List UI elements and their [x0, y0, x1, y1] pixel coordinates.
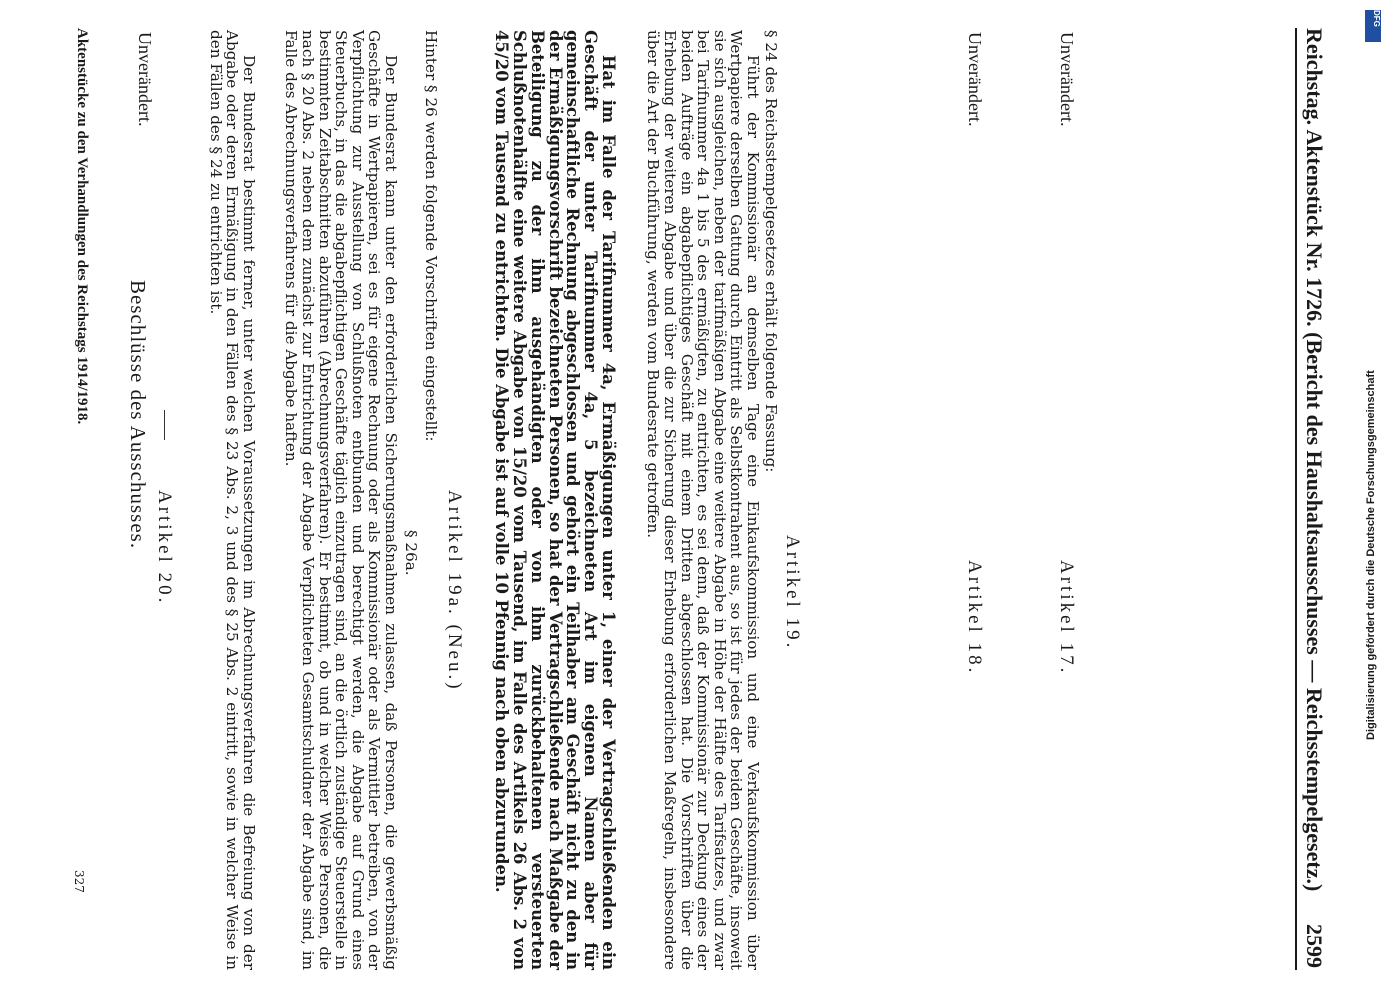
article-19a-paragraph-1: Der Bundesrat kann unter den erforderlichen Sicherungsmaßnahmen zulassen, daß Personen, die gewerbsmäßig Geschäfte in Wertpapieren, sei es für eigene Rechnung oder als Kommissionär oder als Vermittler betreiben, von der Verpflichtung zur Ausstellung von Schlußnoten entbunden und berechtigt werden, die Abgabe auf Grund eines Steuerbuchs, in das die abgabepflichtigen Geschäfte täglich einzutragen sind, an die örtlich zuständige Steuerstelle in bestimmten Zeitabschnitten abzuführen (Abrechnungsverfahren). Er bestimmt, ob und in welcher Weise Personen, die nach § 20 Abs. 2 neben dem zunächst zur Entrichtung der Abgabe Verpflichteten Gesamtschuldner der Abgabe sind, im Falle des Abrechnungsverfahrens für die Abgabe haften.	[282, 30, 400, 970]
article-20-label: Artikel 20.	[154, 490, 175, 606]
header-title: Reichstag. Aktenstück Nr. 1726. (Bericht des Haushaltsausschusses — Reichsstempelgesetz.)	[1302, 28, 1327, 892]
section-title: Beschlüsse des Ausschusses.	[126, 280, 150, 550]
paragraph-26a-label: § 26a.	[402, 530, 420, 576]
page-footer: Aktenstücke zu den Verhandlungen des Reichstags 1914/1918.	[74, 28, 90, 425]
article-17-status: Unverändert.	[1057, 32, 1077, 127]
title-rule	[164, 410, 165, 440]
page-number: 2599	[1302, 924, 1327, 968]
article-19a-intro: Hinter § 26 werden folgende Vorschriften eingestellt:	[422, 30, 440, 442]
page-header	[1295, 28, 1327, 970]
article-19a-paragraph-2: Der Bundesrat bestimmt ferner, unter welchen Voraussetzungen im Abrechnungsverfahren die Befreiung von der Abgabe oder deren Ermäßigung in den Fällen des § 23 Abs. 2, 3 und des § 25 Abs. 2 eintritt, sowie in welcher Weise in den Fällen des § 24 zu entrichten ist.	[206, 30, 258, 970]
article-19-label: Artikel 19.	[782, 535, 803, 651]
article-19-intro: § 24 des Reichsstempelgesetzes erhält folgende Fassung:	[762, 30, 780, 473]
article-18-status: Unverändert.	[965, 32, 985, 127]
dfg-attribution: Digitalisierung gefördert durch die Deutsche Forschungsgemeinschaft	[1365, 370, 1377, 740]
dfg-logo-icon: DFG	[1365, 10, 1381, 42]
article-17-label: Artikel 17.	[1056, 560, 1077, 676]
document-page	[45, 20, 1345, 980]
article-20-status: Unverändert.	[135, 32, 155, 127]
article-19-paragraph-2: Hat im Falle der Tarifnummer 4a, Ermäßigungen unter 1, einer der Vertragschließenden ein Geschäft der unter Tarifnummer 4a, 5 bezeichneten Art im eigenen Namen aber für gemeinschaftliche Rechnung abgeschlossen und gehört ein Teilhaber am Geschäft nicht zu den in der Ermäßigungsvorschrift bezeichneten Personen, so hat der Vertragschließende nach Maßgabe der Beteiligung zu der ihm ausgehändigten oder von ihm zurückbehaltenen versteuerten Schlußnotenhälfte eine weitere Abgabe von 15/20 vom Tausend, im Falle des Artikels 26 Abs. 2 von 45/20 vom Tausend zu entrichten. Die Abgabe ist auf volle 10 Pfennig nach oben abzurunden.	[492, 30, 618, 970]
article-19-paragraph-1: Führt der Kommissionär an demselben Tage eine Einkaufskommission und eine Verkaufskommission über Wertpapiere derselben Gattung durch Eintritt als Selbstkontrahent aus, so ist für jedes der beiden Geschäfte, insoweit sie sich ausgleichen, neben der tarifmäßigen Abgabe eine weitere Abgabe in Höhe der Hälfte des Tarifsatzes, und zwar bei Tarifnummer 4a 1 bis 5 des ermäßigten, zu entrichten, es sei denn, daß der Kommissionär zur Deckung eines der beiden Aufträge ein abgabepflichtiges Geschäft mit einem Dritten abgeschlossen hat. Die Vorschriften über die Erhebung der weiteren Abgabe und über die zur Sicherung dieser Erhebung erforderlichen Maßregeln, insbesondere über die Art der Buchführung, werden vom Bundesrate getroffen.	[644, 30, 762, 970]
signature-mark: 327	[72, 870, 86, 893]
article-19a-label: Artikel 19a. (Neu.)	[444, 490, 465, 692]
article-18-label: Artikel 18.	[964, 560, 985, 676]
dfg-sidebar	[1365, 10, 1383, 740]
